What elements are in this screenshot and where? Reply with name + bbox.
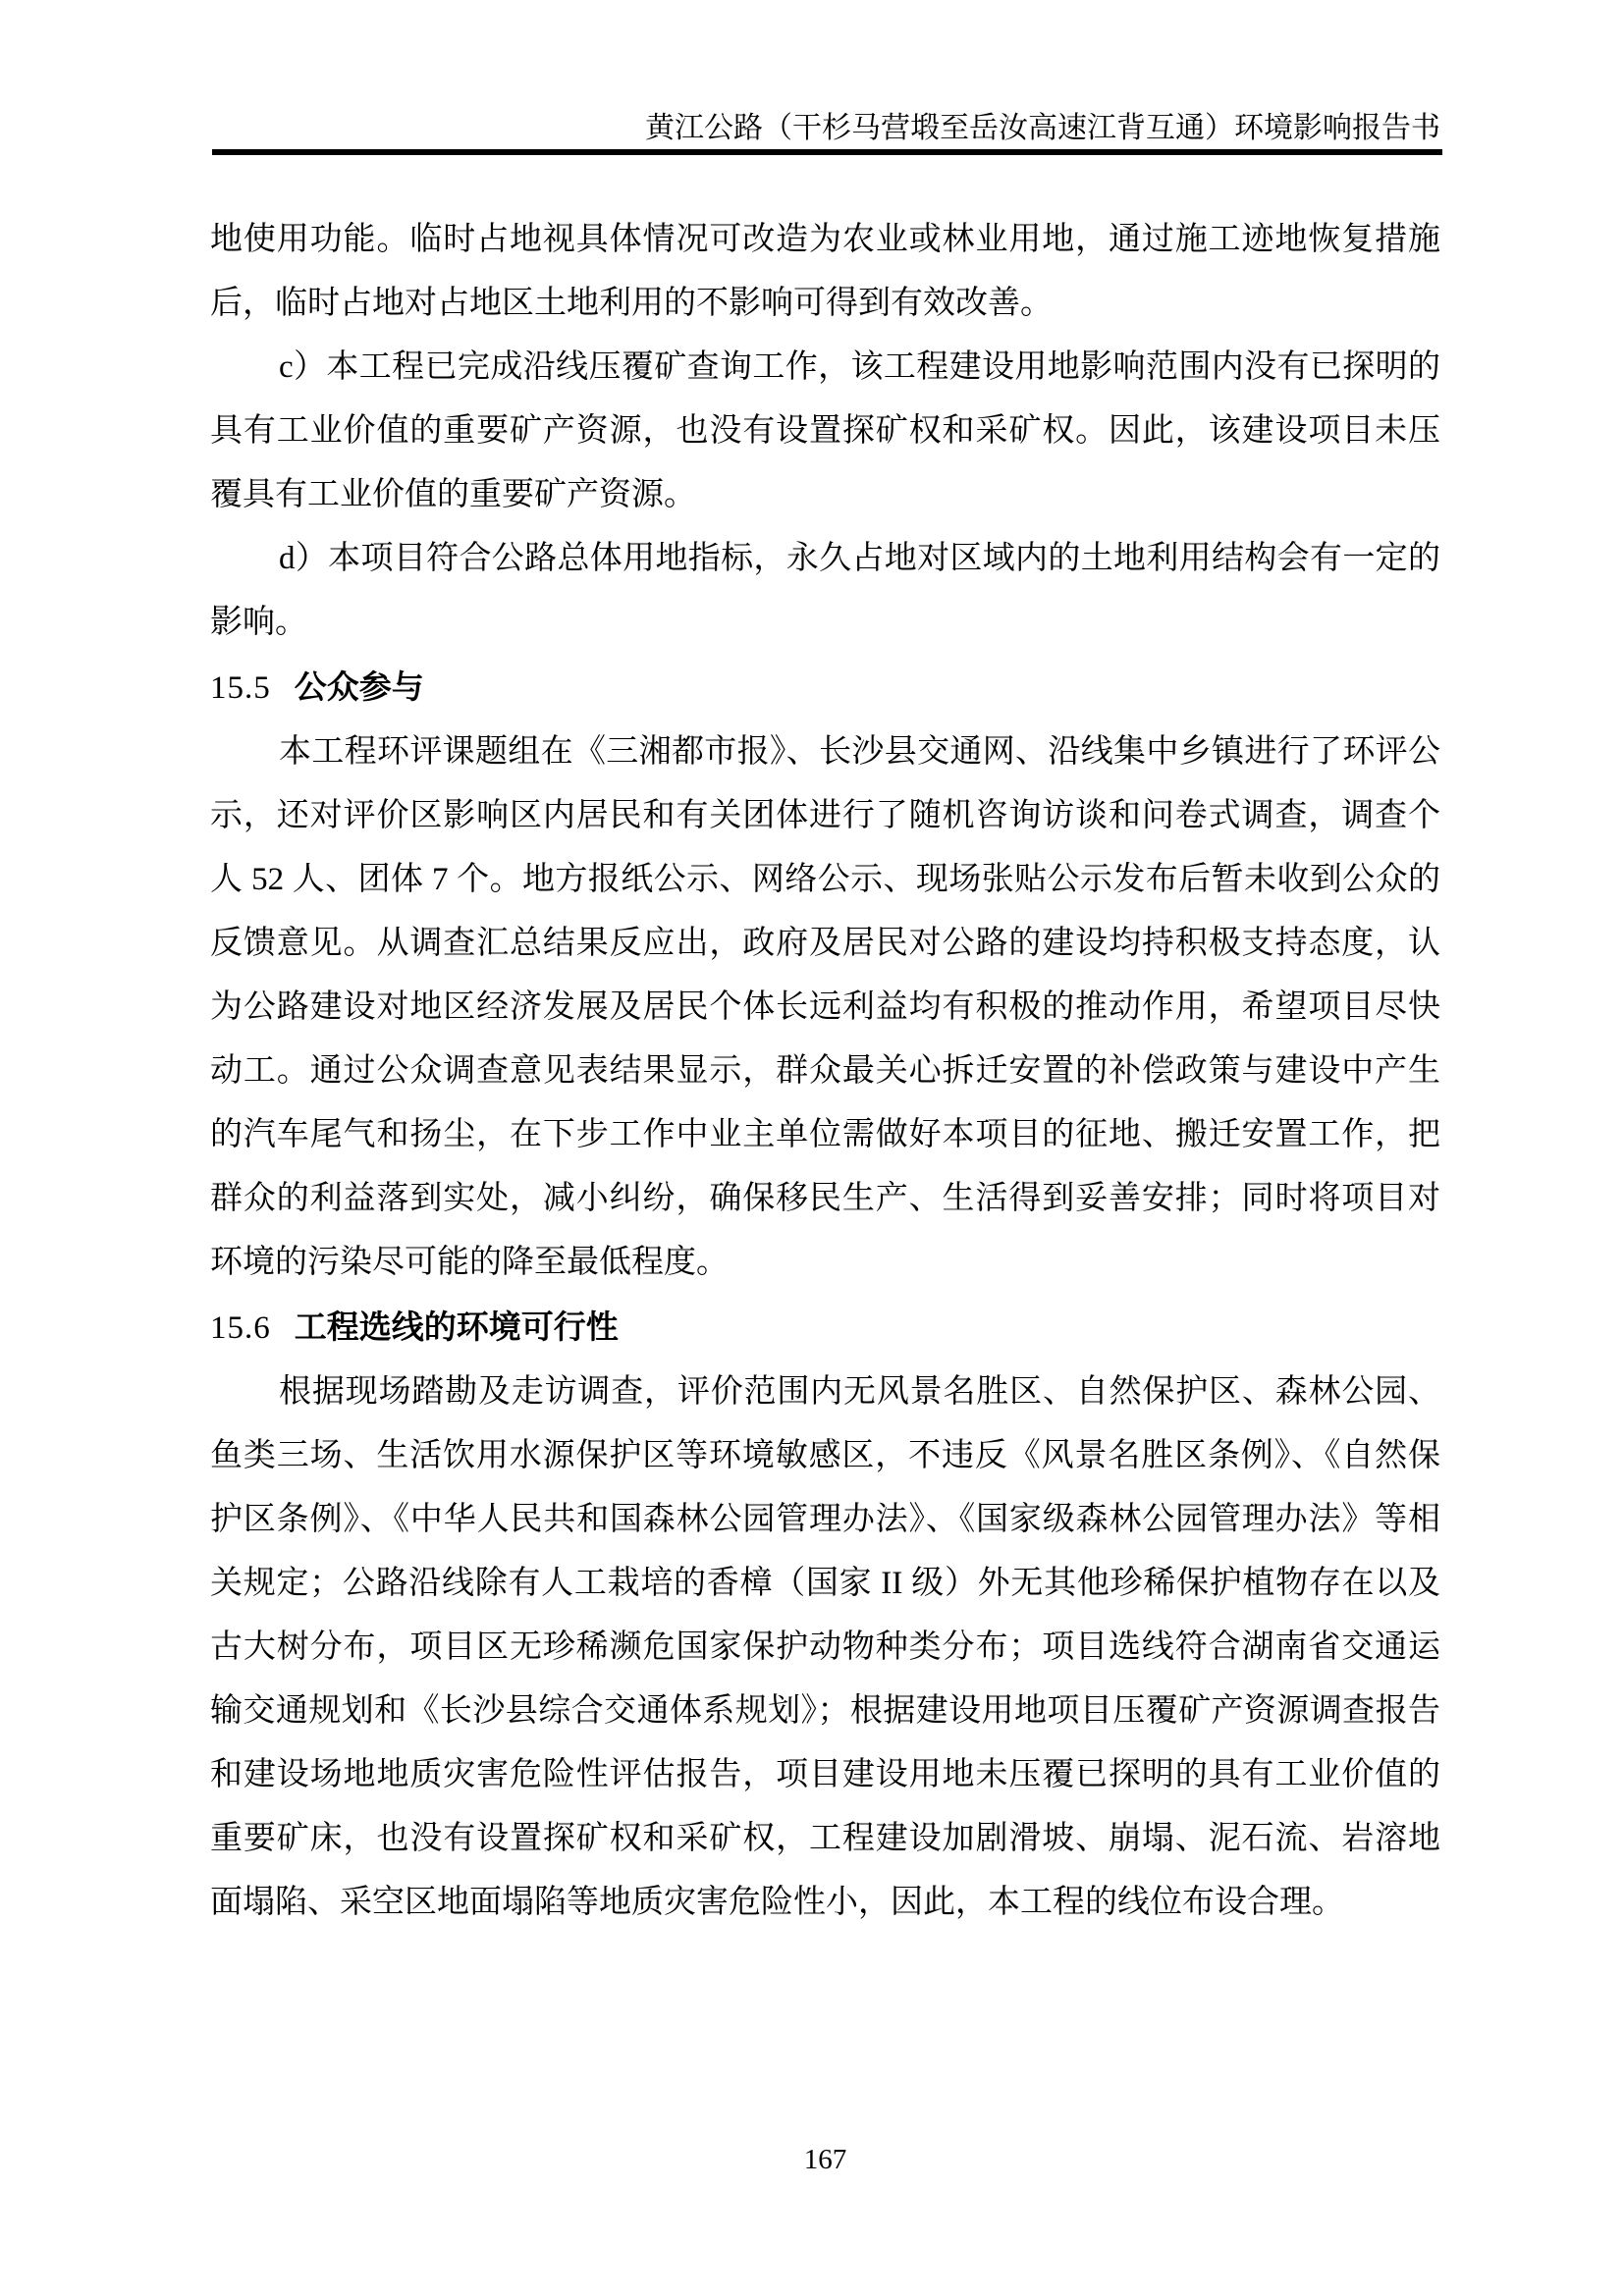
- running-header-title: 黄江公路（干杉马营塅至岳汝高速江背互通）环境影响报告书: [645, 112, 1440, 144]
- section-heading-15-6: [210, 1295, 1440, 1361]
- section-title-public-participation: 公众参与: [294, 668, 424, 705]
- section-heading-15-5: [210, 655, 1440, 721]
- paragraph-route-feasibility: 根据现场踏勘及走访调查，评价范围内无风景名胜区、自然保护区、森林公园、鱼类三场、生活饮用水源保护区等环境敏感区，不违反《风景名胜区条例》、《自然保护区条例》、《中华人民共和国森林公园管理办法》、《国家级森林公园管理办法》等相关规定；公路沿线除有人工栽培的香樟（国家 II 级）外无其他珍稀保护植物存在以及古大树分布，项目区无珍稀濒危国家保护动物种类分布；项目选线符合湖南省交通运输交通规划和《长沙县综合交通体系规划》；根据建设用地项目压覆矿产资源调查报告和建设场地地质灾害危险性评估报告，项目建设用地未压覆已探明的具有工业价值的重要矿床，也没有设置探矿权和采矿权，工程建设加剧滑坡、崩塌、泥石流、岩溶地面塌陷、采空区地面塌陷等地质灾害危险性小，因此，本工程的线位布设合理。: [210, 1374, 1440, 1920]
- paragraph-public-participation: 本工程环评课题组在《三湘都市报》、长沙县交通网、沿线集中乡镇进行了环评公示，还对评价区影响区内居民和有关团体进行了随机咨询访谈和问卷式调查，调查个人 52 人、团体 7 个。地方报纸公示、网络公示、现场张贴公示发布后暂未收到公众的反馈意见。从调查汇总结果反应出，政府及居民对公路的建设均持积极支持态度，认为公路建设对地区经济发展及居民个体长远利益均有积极的推动作用，希望项目尽快动工。通过公众调查意见表结果显示，群众最关心拆迁安置的补偿政策与建设中产生的汽车尾气和扬尘，在下步工作中业主单位需做好本项目的征地、搬迁安置工作，把群众的利益落到实处，减小纠纷，确保移民生产、生活得到妥善安排；同时将项目对环境的污染尽可能的降至最低程度。: [210, 734, 1440, 1280]
- page-number: 167: [803, 2144, 847, 2175]
- section-title-route-feasibility: 工程选线的环境可行性: [294, 1308, 619, 1345]
- section-number-15-6: 15.6: [210, 1310, 271, 1346]
- header-rule: [212, 149, 1442, 155]
- paragraph-item-d-land-use-index: d）本项目符合公路总体用地指标，永久占地对区域内的土地利用结构会有一定的影响。: [210, 541, 1440, 640]
- paragraph-item-c-mineral-resources: c）本工程已完成沿线压覆矿查询工作，该工程建设用地影响范围内没有已探明的具有工业价值的重要矿产资源，也没有设置探矿权和采矿权。因此，该建设项目未压覆具有工业价值的重要矿产资源。: [210, 349, 1440, 512]
- paragraph-temporary-land-use: 地使用功能。临时占地视具体情况可改造为农业或林业用地，通过施工迹地恢复措施后，临时占地对占地区土地利用的不影响可得到有效改善。: [210, 222, 1440, 321]
- document-body: [210, 208, 1440, 1935]
- section-number-15-5: 15.5: [210, 670, 271, 706]
